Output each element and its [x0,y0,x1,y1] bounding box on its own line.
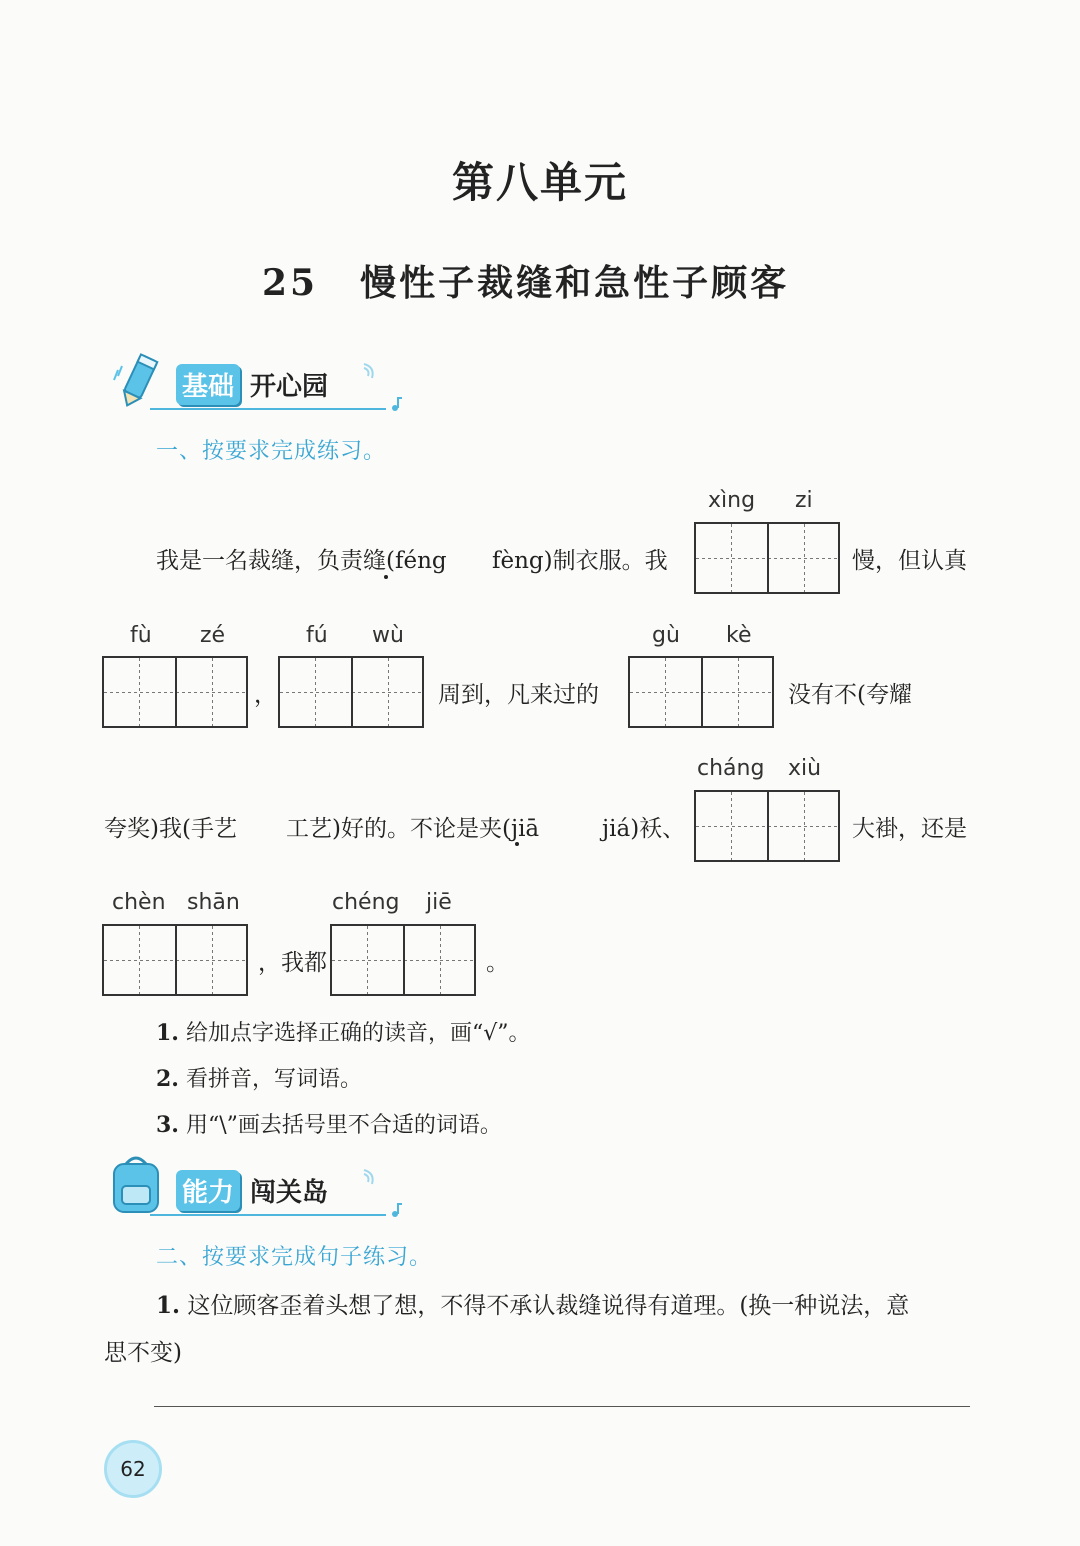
writing-grid[interactable] [694,522,840,594]
pinyin: zi [795,488,813,513]
pinyin: kè [726,623,752,648]
music-note-icon [390,396,404,416]
writing-grid[interactable] [278,656,424,728]
music-note-icon [390,1202,404,1222]
pinyin: shān [187,890,240,915]
text-segment: 。 [486,950,509,976]
section1-underline [150,408,386,410]
backpack-icon [106,1152,168,1220]
section2-underline [150,1214,386,1216]
instruction-num: 3. [156,1112,179,1138]
section1-badge: 基础 [176,364,240,405]
instruction-num: 1. [156,1020,179,1046]
q1-heading: 一、按要求完成练习。 [156,439,387,464]
instruction-num: 2. [156,1066,179,1092]
text-segment: 夸奖)我(手艺 [104,816,237,842]
unit-title: 第八单元 [451,158,628,207]
sound-wave-icon [360,1168,380,1192]
pinyin: jiē [426,890,452,915]
item-text: 这位顾客歪着头想了想，不得不承认裁缝说得有道理。(换一种说法，意 [187,1293,910,1319]
lesson-number: 25 [262,262,319,304]
pinyin: fú [306,623,328,648]
answer-line[interactable] [154,1406,970,1407]
item-num: 1. [156,1292,181,1319]
text-segment: ，我都 [258,950,327,976]
instruction-3 [156,1108,502,1139]
writing-grid[interactable] [102,924,248,996]
pencil-icon [112,350,166,414]
section1-name: 开心园 [250,372,329,402]
sound-wave-icon [360,362,380,386]
writing-grid[interactable] [102,656,248,728]
text-segment: fèng)制衣服。我 [492,548,668,574]
lesson-title [262,255,789,306]
instruction-1 [156,1016,530,1047]
instruction-text: 看拼音，写词语。 [185,1067,362,1092]
text-segment: 没有不(夸耀 [788,682,912,708]
pinyin: chéng [332,890,400,915]
text-segment: 周到，凡来过的 [438,682,599,708]
page-number: 62 [104,1440,162,1498]
instruction-text: 用“\”画去括号里不合适的词语。 [185,1113,502,1138]
pinyin: cháng [697,756,765,781]
section2-badge: 能力 [176,1170,240,1211]
instruction-text: 给加点字选择正确的读音，画“√”。 [185,1021,531,1046]
writing-grid[interactable] [330,924,476,996]
text-segment: 工艺)好的。不论是夹(jiā [286,816,540,842]
text-segment: 慢，但认真 [852,548,967,574]
pinyin: wù [372,623,404,648]
section1-header [176,364,328,405]
pinyin: xiù [788,756,822,781]
emphasis-dot [384,575,388,579]
pinyin: gù [652,623,680,648]
text-segment: jiá)袄、 [602,816,686,842]
writing-grid[interactable] [694,790,840,862]
q2-item1 [156,1287,909,1320]
instruction-2 [156,1062,362,1093]
writing-grid[interactable] [628,656,774,728]
pinyin: zé [200,623,226,648]
emphasis-dot [515,842,519,846]
lesson-name: 慢性子裁缝和急性子顾客 [360,262,790,304]
pinyin: xìng [708,488,756,513]
pinyin: fù [130,623,152,648]
text-segment: ， [254,682,277,708]
pinyin: chèn [112,890,166,915]
section2-header [176,1170,328,1211]
text-segment: 大褂，还是 [852,816,967,842]
section2-name: 闯关岛 [250,1178,329,1208]
text-segment: 我是一名裁缝，负责缝(féng [156,548,447,574]
q2-item1-cont: 思不变) [104,1340,182,1366]
q2-heading: 二、按要求完成句子练习。 [156,1245,433,1270]
